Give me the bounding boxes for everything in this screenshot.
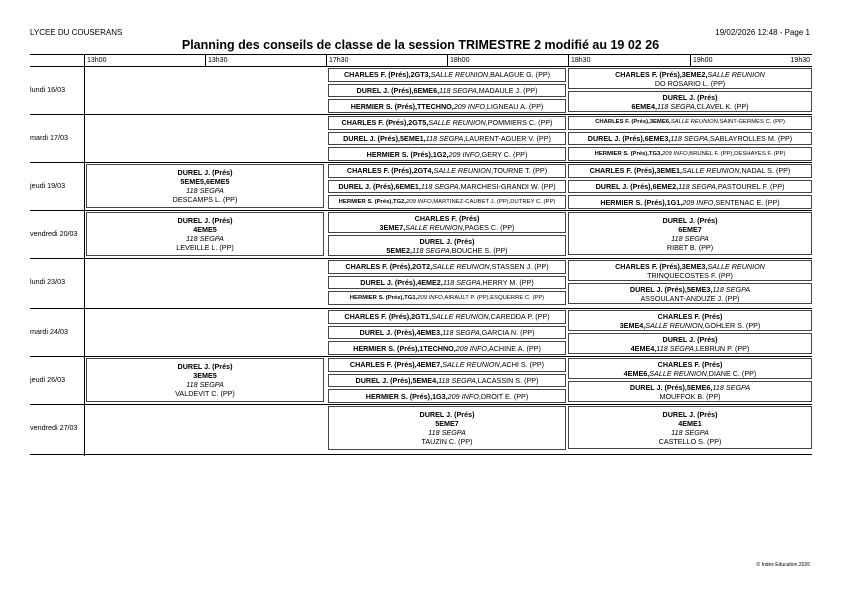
day-label: lundi 16/03 <box>30 85 66 94</box>
council-slot[interactable]: DUREL J. (Prés),5EME6,118 SEGPA MOUFFOK B. (PP) <box>568 381 812 402</box>
day-label: vendredi 20/03 <box>30 229 78 238</box>
council-slot[interactable]: DUREL J. (Prés) 6EME7 118 SEGPA RIBET B. (PP) <box>568 212 812 255</box>
council-slot[interactable]: HERMIER S. (Prés),1G1,209 INFO,SENTENAC E. (PP) <box>568 195 812 209</box>
council-slot[interactable]: HERMIER S. (Prés),TG3,209 INFO,BRUNEL F. (PP),DESHAYES F. (PP) <box>568 147 812 161</box>
time-tick: 13h30 <box>205 55 227 66</box>
council-slot[interactable]: DUREL J. (Prés) 5EME5,6EME5 118 SEGPA DESCAMPS L. (PP) <box>86 164 324 208</box>
time-tick: 18h00 <box>447 55 469 66</box>
council-slot[interactable]: DUREL J. (Prés),4EME3,118 SEGPA,GARCIA N. (PP) <box>328 326 566 340</box>
council-slot[interactable]: CHARLES F. (Prés),2GT4,SALLE REUNION,TOURNE T. (PP) <box>328 164 566 178</box>
council-slot[interactable]: DUREL J. (Prés) 3EME5 118 SEGPA VALDEVIT C. (PP) <box>86 358 324 402</box>
day-label: vendredi 27/03 <box>30 423 78 432</box>
time-scale <box>30 54 812 67</box>
council-slot[interactable]: HERMIER S. (Prés),TG1,209 INFO,AIRAULT P. (PP),ESQUERRE C. (PP) <box>328 291 566 305</box>
row-divider <box>30 308 812 309</box>
council-slot[interactable]: CHARLES F. (Prés),2GT1,SALLE REUNION,CAREDDA P. (PP) <box>328 310 566 324</box>
print-date: 19/02/2026 12:48 - Page 1 <box>715 28 810 37</box>
day-label: mardi 17/03 <box>30 133 68 142</box>
council-slot[interactable]: CHARLES F. (Prés) 4EME6,SALLE REUNION,DIANE C. (PP) <box>568 358 812 379</box>
row-divider <box>30 404 812 405</box>
day-label: jeudi 19/03 <box>30 181 66 190</box>
day-label: mardi 24/03 <box>30 327 68 336</box>
time-tick: 19h00 <box>690 55 712 66</box>
row-divider <box>30 356 812 357</box>
council-slot[interactable]: CHARLES F. (Prés),3EME3,SALLE REUNION TRINQUECOSTES F. (PP) <box>568 260 812 281</box>
council-slot[interactable]: DUREL J. (Prés),5EME1,118 SEGPA,LAURENT-AGUER V. (PP) <box>328 132 566 146</box>
council-slot[interactable]: CHARLES F. (Prés),3EME1,SALLE REUNION,NADAL S. (PP) <box>568 164 812 178</box>
copyright: © Index Education 2026 <box>756 562 810 568</box>
row-divider <box>30 258 812 259</box>
council-slot[interactable]: CHARLES F. (Prés) 3EME7,SALLE REUNION,PAGES C. (PP) <box>328 212 566 233</box>
council-slot[interactable]: CHARLES F. (Prés),3EME2,SALLE REUNION DO ROSARIO L. (PP) <box>568 68 812 89</box>
council-slot[interactable]: DUREL J. (Prés),6EME6,118 SEGPA,MADAULE J. (PP) <box>328 84 566 98</box>
council-slot[interactable]: DUREL J. (Prés) 5EME7 118 SEGPA TAUZIN C. (PP) <box>328 406 566 450</box>
council-slot[interactable]: CHARLES F. (Prés),2GT2,SALLE REUNION,STASSEN J. (PP) <box>328 260 566 274</box>
row-divider <box>30 210 812 211</box>
council-slot[interactable]: CHARLES F. (Prés),4EME7,SALLE REUNION,ACHI S. (PP) <box>328 358 566 372</box>
council-slot[interactable]: HERMIER S. (Prés),TG2,209 INFO,MARTINEZ-CAUBET J. (PP),DUTREY C. (PP) <box>328 195 566 209</box>
council-slot[interactable]: DUREL J. (Prés),6EME3,118 SEGPA,SABLAYROLLES M. (PP) <box>568 132 812 146</box>
council-slot[interactable]: DUREL J. (Prés) 4EME4,118 SEGPA,LEBRUN P. (PP) <box>568 333 812 354</box>
council-slot[interactable]: DUREL J. (Prés),5EME3,118 SEGPA ASSOULANT-ANDUZE J. (PP) <box>568 283 812 304</box>
time-tick: 18h30 <box>568 55 590 66</box>
council-slot[interactable]: HERMIER S. (Prés),TTECHNO,209 INFO,LIGNEAU A. (PP) <box>328 99 566 113</box>
council-slot[interactable]: DUREL J. (Prés) 6EME4,118 SEGPA,CLAVEL K. (PP) <box>568 91 812 112</box>
council-slot[interactable]: DUREL J. (Prés),6EME1,118 SEGPA,MARCHESI-GRANDI W. (PP) <box>328 180 566 194</box>
time-tick: 19h30 <box>790 57 810 64</box>
council-slot[interactable]: HERMIER S. (Prés),1TECHNO,209 INFO,ACHINE A. (PP) <box>328 341 566 355</box>
page-title: Planning des conseils de classe de la session TRIMESTRE 2 modifié au 19 02 26 <box>181 38 660 52</box>
council-slot[interactable]: DUREL J. (Prés) 4EME1 118 SEGPA CASTELLO S. (PP) <box>568 406 812 449</box>
row-divider <box>30 114 812 115</box>
day-label: jeudi 26/03 <box>30 375 66 384</box>
council-slot[interactable]: CHARLES F. (Prés),2GT3,SALLE REUNION,BALAGUE G. (PP) <box>328 68 566 82</box>
school-name: LYCEE DU COUSERANS <box>30 28 123 37</box>
council-slot[interactable]: HERMIER S. (Prés),1G3,209 INFO,DROIT E. (PP) <box>328 389 566 403</box>
column-divider <box>84 65 85 456</box>
council-slot[interactable]: DUREL J. (Prés) 4EME5 118 SEGPA LEVEILLE L. (PP) <box>86 212 324 256</box>
council-slot[interactable]: DUREL J. (Prés),4EME2,118 SEGPA,HERRY M. (PP) <box>328 276 566 290</box>
row-divider <box>30 454 812 455</box>
council-slot[interactable]: DUREL J. (Prés) 5EME2,118 SEGPA,BOUCHE S. (PP) <box>328 235 566 256</box>
council-slot[interactable]: DUREL J. (Prés),5EME4,118 SEGPA,LACASSIN S. (PP) <box>328 374 566 388</box>
council-slot[interactable]: HERMIER S. (Prés),1G2,209 INFO,GERY C. (PP) <box>328 147 566 161</box>
time-tick: 13h00 <box>84 55 106 66</box>
council-slot[interactable]: CHARLES F. (Prés),3EME6,SALLE REUNION,SAINT-GERMES C. (PP) <box>568 116 812 130</box>
row-divider <box>30 162 812 163</box>
day-label: lundi 23/03 <box>30 277 66 286</box>
council-slot[interactable]: CHARLES F. (Prés),2GT5,SALLE REUNION,POMMIERS C. (PP) <box>328 116 566 130</box>
council-slot[interactable]: CHARLES F. (Prés) 3EME4,SALLE REUNION,GOHLER S. (PP) <box>568 310 812 331</box>
council-slot[interactable]: DUREL J. (Prés),6EME2,118 SEGPA,PASTOUREL F. (PP) <box>568 180 812 194</box>
time-tick: 17h30 <box>326 55 348 66</box>
